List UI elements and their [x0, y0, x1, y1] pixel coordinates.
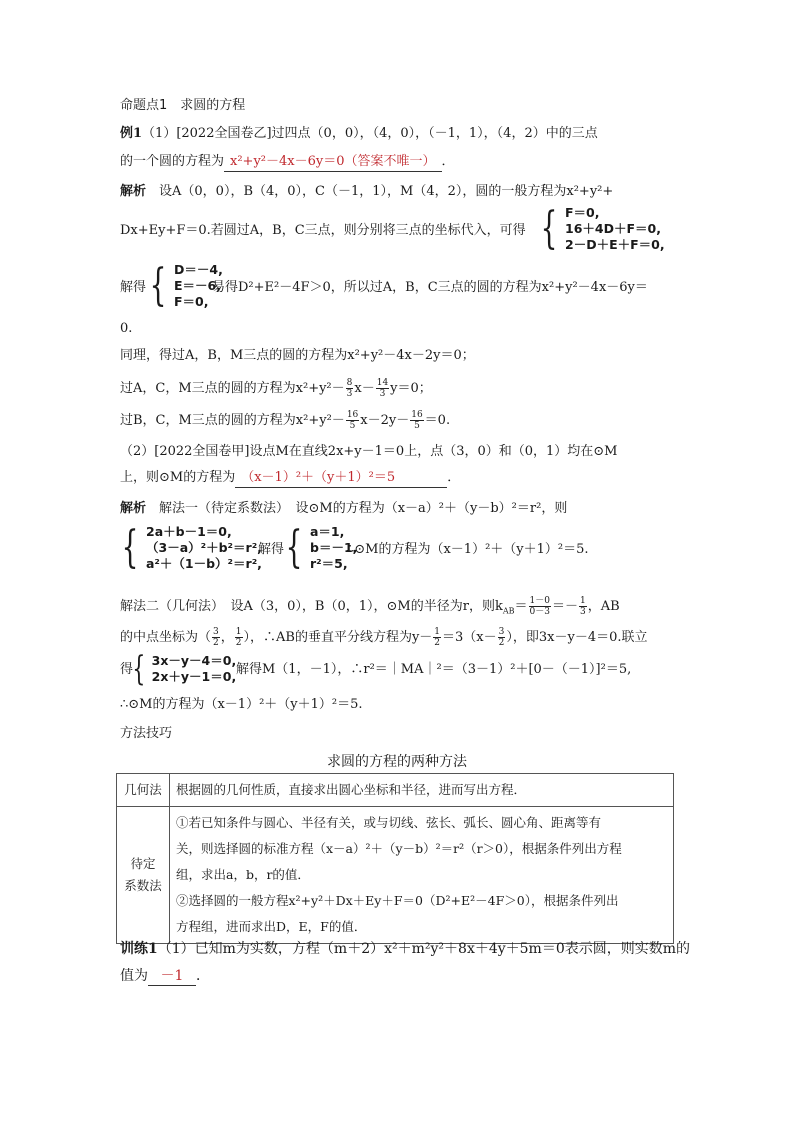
solution2-text: 解法一（待定系数法） 设⊙M的方程为（x－a）²＋（y－b）²＝r²，则	[146, 501, 568, 516]
table-title: 求圆的方程的两种方法	[327, 754, 467, 770]
subscript: AB	[502, 606, 515, 616]
training-line2	[120, 967, 210, 986]
table-row	[117, 774, 674, 807]
text-segment: ，	[220, 630, 234, 645]
question2-line2	[120, 469, 460, 488]
method2-line3-prefix: 得	[120, 662, 134, 677]
text-segment: 解法二（几何法） 设A（3，0），B（0，1），⊙M的半径为r，则k	[120, 599, 503, 614]
question2-suffix: ．	[447, 470, 461, 485]
system-row: a＝1,	[310, 524, 345, 539]
question1-answer: x²+y²－4x－6y＝0（答案不唯一）	[224, 153, 441, 172]
left-brace: {	[149, 260, 167, 311]
system-row: a²＋（1－b）²＝r²,	[146, 556, 262, 571]
text-segment: 的中点坐标为（	[120, 630, 212, 645]
system-row: 2x＋y－1＝0,	[151, 669, 237, 684]
equation-system-5	[128, 649, 237, 689]
system-row: 16＋4D＋F＝0,	[565, 221, 661, 236]
denominator: 0－3	[529, 607, 550, 617]
methods-table	[116, 773, 674, 944]
text-segment: x－2y－	[360, 413, 410, 428]
fraction	[346, 378, 354, 399]
method2-line3: 解得M（1，－1），∴r²＝｜MA｜²＝（3－1）²＋[0－（－1）]²＝5,	[236, 662, 632, 677]
equation-system-2	[144, 262, 223, 310]
fraction	[346, 410, 359, 431]
text-segment: ＝3（x－	[442, 630, 497, 645]
solution-label: 解析	[120, 501, 147, 516]
question2-answer: （x－1）²＋（y＋1）²＝5	[235, 469, 447, 488]
denominator: 2	[235, 638, 242, 648]
fraction	[529, 596, 551, 617]
left-brace: {	[285, 522, 303, 573]
system-row: F＝0,	[565, 205, 600, 220]
training-line1	[120, 940, 690, 958]
denominator: 2	[434, 638, 441, 648]
text-segment: y＝0；	[390, 381, 432, 396]
method-tips-label: 方法技巧	[120, 726, 173, 741]
text-segment: ＝0.	[424, 413, 451, 428]
method2-line1	[120, 596, 620, 621]
system-row: E＝－6,	[174, 278, 221, 293]
fraction	[410, 410, 423, 431]
training-label: 训练1	[120, 941, 158, 957]
solve-prefix-2: 解得	[258, 542, 285, 557]
text-segment: ），即3x－y－4＝0.联立	[506, 630, 648, 645]
numerator: 14	[376, 378, 389, 388]
text-segment: x－	[354, 381, 375, 396]
denominator: 3	[346, 389, 353, 399]
solution1-line3-rest: 易得D²+E²－4F＞0，所以过A，B，C三点的圆的方程为x²+y²－4x－6y＝	[212, 280, 648, 295]
text-segment: ），∴AB的垂直平分线方程为y－	[243, 630, 433, 645]
denominator: 2	[213, 638, 219, 648]
fraction	[498, 627, 506, 648]
section-heading: 命题点1 求圆的方程	[120, 98, 246, 113]
numerator: 1	[235, 627, 242, 637]
numerator: 1－0	[529, 596, 550, 606]
example1-line1	[120, 125, 598, 143]
question1-suffix: ．	[441, 154, 455, 169]
table-row	[117, 807, 674, 944]
system-row: （3－a）²＋b²＝r²,	[146, 540, 262, 555]
numerator: 1	[434, 627, 441, 637]
left-brace: {	[540, 203, 558, 254]
text-segment: 过B，C，M三点的圆的方程为x²+y²－	[120, 413, 345, 428]
method2-line2	[120, 627, 648, 648]
solution1-line3	[120, 279, 146, 297]
system-row: r²＝5,	[310, 556, 348, 571]
row-head-geometric: 几何法	[117, 774, 170, 807]
numerator: 3	[213, 627, 219, 637]
example-label: 例1	[120, 126, 143, 141]
solution1-line6	[120, 378, 432, 399]
system-row: F＝0,	[174, 294, 209, 309]
numerator: 16	[346, 410, 359, 420]
numerator: 16	[411, 410, 423, 420]
body-line: 组，求出a，b，r的值．	[176, 867, 310, 882]
system-row: b＝－1,	[310, 540, 358, 555]
training-answer: －1	[148, 967, 196, 986]
denominator: 5	[414, 421, 420, 431]
head-line: 待定	[130, 856, 156, 871]
solution-label: 解析	[120, 184, 147, 199]
denominator: 5	[349, 421, 356, 431]
numerator: 8	[346, 378, 353, 388]
solution1-line4: 0.	[120, 321, 133, 336]
row-body-undetermined	[170, 807, 674, 944]
solution2-conclusion: ∴⊙M的方程为（x－1）²＋（y＋1）²＝5.	[346, 542, 589, 557]
fraction	[433, 627, 441, 648]
question2-prefix: 上，则⊙M的方程为	[120, 470, 236, 485]
solution1-line5: 同理，得过A，B，M三点的圆的方程为x²+y²－4x－2y＝0；	[120, 348, 475, 363]
solution1-line2: Dx+Ey+F＝0.若圆过A，B，C三点，则分别将三点的坐标代入，可得	[120, 223, 526, 238]
system-row: 2－D＋E＋F＝0,	[565, 237, 665, 252]
fraction	[579, 596, 587, 617]
fraction	[212, 627, 220, 648]
equation-system-3	[116, 524, 262, 572]
training-text: （1）已知m为实数，方程（m＋2）x²＋m²y²＋8x＋4y＋5m＝0表示圆，则实数m的	[157, 941, 691, 957]
system-row: D＝－4,	[174, 262, 223, 277]
method2-line4: ∴⊙M的方程为（x－1）²＋（y＋1）²＝5.	[120, 697, 363, 712]
body-line: 方程组，进而求出D，E，F的值．	[176, 919, 367, 934]
solve-prefix: 解得	[120, 280, 147, 295]
left-brace: {	[121, 522, 139, 573]
fraction	[376, 378, 389, 399]
training-prefix: 值为	[120, 968, 148, 984]
row-head-undetermined	[117, 807, 170, 944]
body-line: 关，则选择圆的标准方程（x－a）²＋（y－b）²＝r²（r＞0），根据条件列出方程	[176, 841, 622, 856]
question2-line1: （2）[2022全国卷甲]设点M在直线2x+y－1＝0上，点（3，0）和（0，1）均在⊙M	[120, 444, 618, 459]
system-row: 3x－y－4＝0,	[151, 653, 237, 668]
text-segment: ，AB	[587, 599, 620, 614]
left-brace: {	[132, 649, 146, 689]
numerator: 1	[579, 596, 586, 606]
solution2-line1	[120, 500, 567, 518]
solution1-text: 设A（0，0），B（4，0），C（－1，1），M（4，2），圆的一般方程为x²+y²+	[146, 184, 614, 199]
text-segment: ＝－	[551, 599, 578, 614]
question1-text: （1）[2022全国卷乙]过四点（0，0），（4，0），（－1，1），（4，2）中的三点	[142, 126, 598, 141]
head-line: 系数法	[124, 878, 162, 893]
question1-prefix: 的一个圆的方程为	[120, 154, 225, 169]
text-segment: 过A，C，M三点的圆的方程为x²+y²－	[120, 381, 345, 396]
numerator: 3	[498, 627, 505, 637]
text-segment: ＝	[514, 599, 528, 614]
solution1-line7	[120, 410, 450, 431]
fraction	[235, 627, 243, 648]
denominator: 2	[498, 638, 505, 648]
training-suffix: ．	[196, 968, 210, 984]
system-row: 2a＋b－1＝0,	[146, 524, 232, 539]
denominator: 3	[579, 607, 586, 617]
body-line: ①若已知条件与圆心、半径有关，或与切线、弦长、弧长、圆心角、距离等有	[176, 815, 602, 830]
body-line: ②选择圆的一般方程x²+y²＋Dx＋Ey＋F＝0（D²+E²－4F＞0），根据条件列出	[176, 893, 619, 908]
equation-system-1	[535, 205, 665, 253]
row-body-geometric: 根据圆的几何性质，直接求出圆心坐标和半径，进而写出方程．	[170, 774, 674, 807]
example1-line2	[120, 153, 455, 172]
denominator: 3	[379, 389, 386, 399]
solution1-line1	[120, 183, 613, 201]
